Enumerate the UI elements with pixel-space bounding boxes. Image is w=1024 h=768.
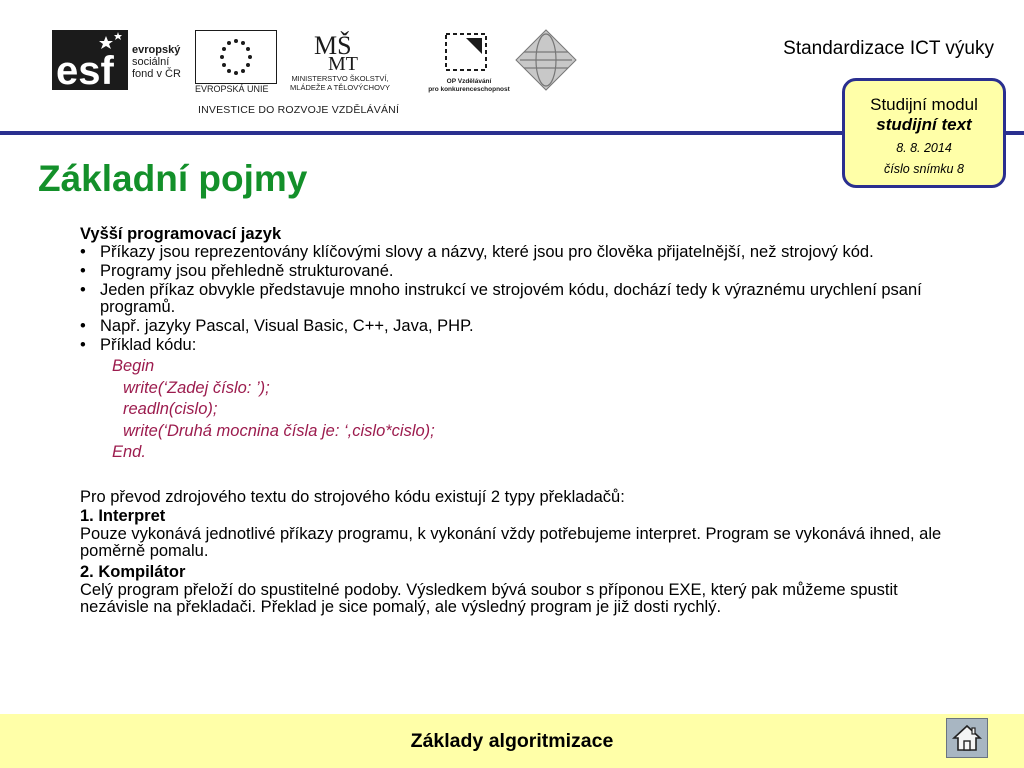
list-item: • Příkazy jsou reprezentovány klíčovými slovy a názvy, které jsou pro člověka přijatelnější, než strojový kód. — [80, 243, 874, 261]
home-button[interactable] — [946, 718, 988, 758]
msmt-logo: MŠ MT MINISTERSTVO ŠKOLSTVÍ, MLÁDEŽE A TĚLOVÝCHOVY — [290, 31, 390, 92]
compiler-text: Celý program přeloží do spustitelné podoby. Výsledkem bývá soubor s příponou EXE, který pak můžeme spustit nezávisle na překladači. Překlad je sice pomalý, ale výsledný program je již dosti rychlý. — [80, 580, 898, 616]
list-item: • Např. jazyky Pascal, Visual Basic, C++, Java, PHP. — [80, 317, 474, 335]
module-slide-number: číslo snímku 8 — [884, 162, 964, 176]
code-line: End. — [112, 443, 146, 461]
footer-title: Základy algoritmizace — [410, 730, 614, 752]
home-icon — [951, 723, 983, 753]
svg-text:esf: esf — [56, 49, 114, 90]
interpret-heading: 1. Interpret — [80, 506, 166, 525]
section-heading: Vyšší programovací jazyk — [80, 225, 282, 243]
eu-logo: EVROPSKÁ UNIE — [195, 30, 275, 94]
page-title: Základní pojmy — [38, 158, 308, 199]
esf-mark-icon — [52, 30, 128, 90]
op-logo: OP Vzdělávání pro konkurenceschopnost — [424, 30, 514, 94]
investice-slogan: INVESTICE DO ROZVOJE VZDĚLÁVÁNÍ — [198, 104, 400, 116]
bullet-list — [80, 244, 960, 354]
msmt-mark-icon — [314, 30, 370, 70]
code-line: readln(cislo); — [123, 400, 218, 418]
list-item: • Jeden příkaz obvykle představuje mnoho instrukcí ve strojovém kódu, dochází tedy k výraznému urychlení psaní programů. — [80, 281, 922, 316]
svg-text:MŠ: MŠ — [314, 31, 352, 60]
compiler-heading: 2. Kompilátor — [80, 562, 186, 581]
slide-content — [80, 225, 960, 616]
course-title: Standardizace ICT výuky — [783, 38, 994, 59]
compilers-intro: Pro převod zdrojového textu do strojového kódu existují 2 typy překladačů: — [80, 487, 625, 506]
code-line: Begin — [112, 357, 155, 375]
module-info-box — [842, 78, 1006, 188]
list-item: • Příklad kódu: — [80, 336, 197, 354]
svg-text:MT: MT — [328, 53, 358, 70]
code-example — [80, 356, 960, 464]
eu-stars-icon — [195, 30, 277, 84]
esf-logo — [52, 30, 184, 90]
module-subtitle: studijní text — [876, 115, 972, 134]
module-title: Studijní modul — [870, 95, 978, 114]
module-date: 8. 8. 2014 — [896, 141, 952, 155]
globe-logo-icon — [514, 28, 578, 92]
esf-text: evropský sociální fond v ČR — [132, 44, 181, 80]
partner-logos — [52, 24, 612, 124]
op-mark-icon — [442, 30, 494, 74]
list-item: • Programy jsou přehledně strukturované. — [80, 262, 394, 280]
code-line: write(‘Zadej číslo: ’); — [123, 378, 270, 397]
code-line: write(‘Druhá mocnina čísla je: ‘,cislo*cislo); — [123, 421, 435, 440]
interpret-text: Pouze vykonává jednotlivé příkazy programu, k vykonání vždy potřebujeme interpret. Program se vykonává ihned, ale poměrně pomalu. — [80, 524, 942, 560]
